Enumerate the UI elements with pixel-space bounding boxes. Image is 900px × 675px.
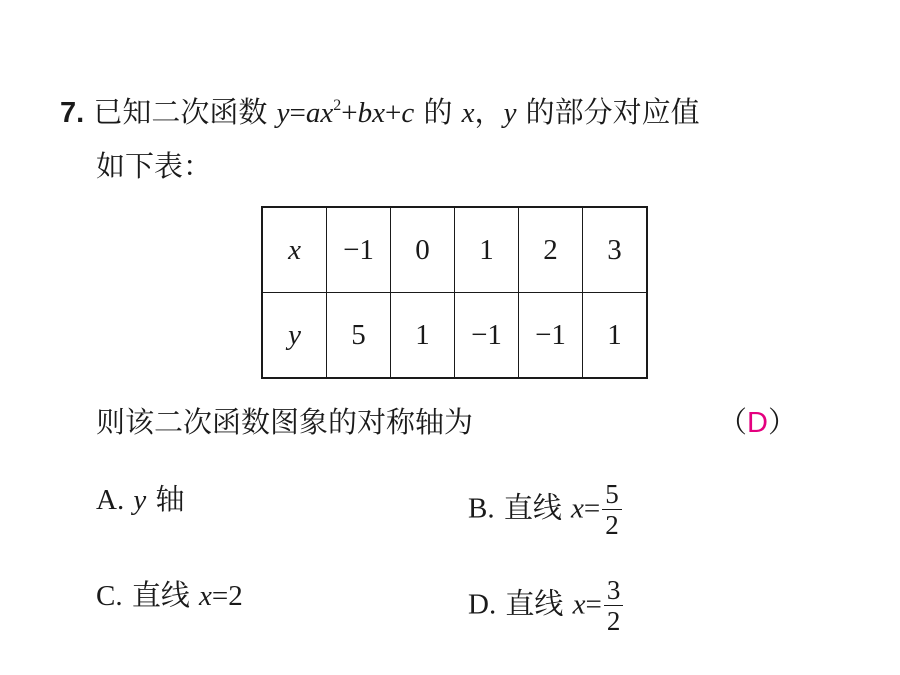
question-text-after: 的部分对应值 bbox=[525, 95, 700, 129]
option-d-eq: = bbox=[585, 588, 602, 621]
table-cell: 1 bbox=[455, 207, 519, 293]
table-cell: −1 bbox=[327, 207, 391, 293]
option-c-label: C. bbox=[96, 580, 123, 612]
option-b-var: x bbox=[571, 492, 584, 525]
option-d-fraction bbox=[604, 575, 624, 636]
table-cell: 1 bbox=[391, 293, 455, 379]
option-c[interactable] bbox=[96, 575, 243, 616]
option-d-var: x bbox=[572, 588, 586, 621]
question-text-mid: 的 bbox=[423, 95, 453, 129]
option-b-text: 直线 bbox=[503, 490, 562, 525]
table-cell: 3 bbox=[583, 207, 648, 293]
answer-letter: D bbox=[747, 407, 768, 439]
answer-bracket bbox=[718, 402, 797, 443]
comma: ， bbox=[474, 95, 504, 129]
quadratic-formula: $y=ax^2+bx+c$ bbox=[276, 97, 415, 129]
value-table bbox=[261, 206, 648, 379]
paren-close: ） bbox=[767, 405, 797, 439]
table-header-x: x bbox=[262, 207, 327, 293]
fraction-denominator: 2 bbox=[605, 510, 619, 540]
option-b[interactable] bbox=[468, 479, 622, 540]
option-a-label: A. bbox=[96, 484, 125, 516]
table-cell: −1 bbox=[455, 293, 519, 379]
fraction-numerator: 3 bbox=[604, 575, 624, 606]
table-cell: 5 bbox=[327, 293, 391, 379]
table-row-x bbox=[262, 207, 647, 293]
table-row-y bbox=[262, 293, 647, 379]
table-cell: 1 bbox=[583, 293, 648, 379]
option-a-var: y bbox=[133, 484, 147, 516]
option-c-text: 直线 bbox=[131, 578, 190, 612]
question-text-before: 已知二次函数 bbox=[93, 95, 268, 129]
option-b-eq: = bbox=[583, 492, 601, 525]
paren-open: （ bbox=[718, 405, 748, 439]
fraction-denominator: 2 bbox=[606, 606, 621, 636]
option-a[interactable] bbox=[96, 479, 185, 520]
option-d[interactable] bbox=[468, 575, 623, 636]
variable-x: x bbox=[461, 97, 475, 129]
option-c-value: 2 bbox=[228, 580, 243, 612]
option-c-eq: = bbox=[211, 580, 229, 612]
option-b-label: B. bbox=[468, 492, 495, 525]
table-cell: 2 bbox=[519, 207, 583, 293]
fraction-numerator: 5 bbox=[602, 479, 622, 510]
prompt-text: 则该二次函数图象的对称轴为 bbox=[96, 405, 474, 439]
question-line-1 bbox=[60, 86, 700, 133]
question-number: 7. bbox=[60, 97, 85, 129]
table-header-y: y bbox=[262, 293, 327, 379]
table-cell: 0 bbox=[391, 207, 455, 293]
option-b-fraction bbox=[602, 479, 622, 540]
table-cell: −1 bbox=[519, 293, 583, 379]
option-d-label: D. bbox=[468, 588, 497, 621]
option-c-var: x bbox=[199, 580, 212, 612]
variable-y: y bbox=[503, 97, 517, 129]
option-d-text: 直线 bbox=[505, 586, 564, 621]
question-line-2: 如下表： bbox=[96, 149, 213, 183]
option-a-text: 轴 bbox=[155, 482, 185, 516]
